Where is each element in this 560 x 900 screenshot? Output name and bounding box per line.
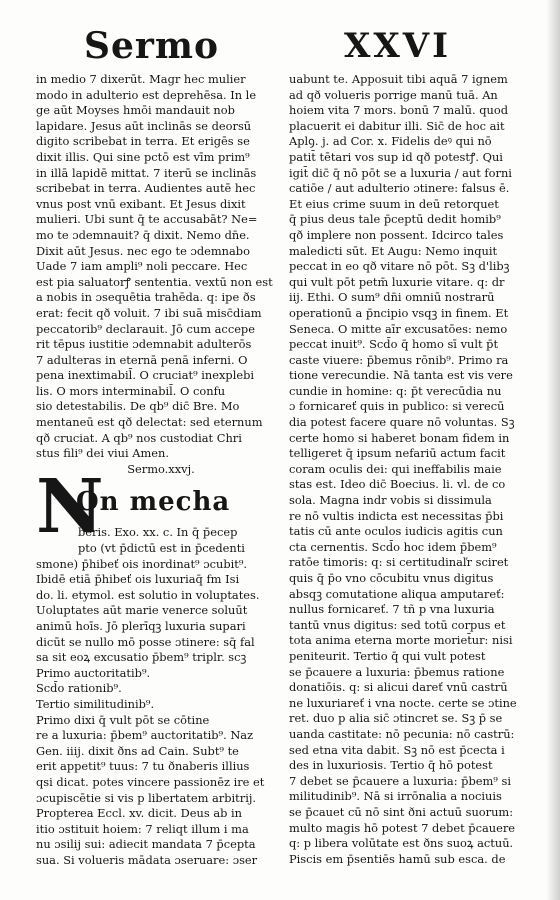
text-line: nu ɔsilij sui: adiecit mandata 7 p̄cepta <box>36 837 256 852</box>
text-line: tatis cū ante oculos iudicis agitis cun <box>289 524 503 539</box>
text-line: tantū vnus digitus: sed totū corpus et <box>289 617 506 632</box>
text-line: ne luxuriareť i vna nocte. certe se ɔtine <box>289 695 517 710</box>
text-line: qð implere non possent. Idcirco tales <box>289 227 504 242</box>
text-line: sua. Si volueris mādata ɔseruare: ɔser <box>36 852 258 867</box>
text-line: sa sit eoꝝ excusatio p̄bem⁹ triplr. scꝫ <box>36 650 247 665</box>
text-line: se p̄cauet cū nō sint ðni actuū suorum: <box>289 804 514 819</box>
left-column-text-b <box>36 525 286 868</box>
text-line: peccat inuit⁹. Scd̄o q̄ homo sī vult p̄t <box>289 337 499 352</box>
text-line: donatiōis. q: si alicui dareť vnū castrū <box>289 680 508 695</box>
text-line: igit̄ dic̄ q̄ nō pōt se a luxuria / aut forni <box>289 165 512 180</box>
text-line: in medio 7 dixerūt. Magr hec mulier <box>36 72 246 86</box>
text-line: iij. Ethi. O sum⁹ dn̄i omniū nostrarū <box>289 290 495 305</box>
text-line: do. li. etymol. est solutio in voluptates. <box>36 587 260 602</box>
text-line: rit tēpus iustitie ɔdemnabit adulterōs <box>36 337 252 352</box>
text-line: sola. Magna indr vobis si dissimula <box>289 493 492 508</box>
decorated-initial: N <box>36 464 104 550</box>
text-line: qð cruciat. A qb⁹ nos custodiat Chri <box>36 430 242 445</box>
text-line: se p̄cauere a luxuria: p̄bemus ratione <box>289 664 505 679</box>
text-line: Gen. iiij. dixit ðns ad Cain. Subt⁹ te <box>36 743 239 758</box>
text-line: dicūt se nullo mō posse ɔtinere: sq̄ fal <box>36 634 255 649</box>
text-line: cundie in homine: q: p̄t verecūdia nu <box>289 383 502 398</box>
text-line: scribebat in terra. Audientes autē hec <box>36 181 256 196</box>
text-line: 7 debet se p̄cauere a luxuria: p̄bem⁹ si <box>289 773 511 788</box>
text-line: Aplꝯ. j. ad Cor. x. Fidelis deꝰ qui nō <box>289 134 492 149</box>
text-line: Seneca. O mitte aīr excusatōes: nemo <box>289 321 508 336</box>
text-line: absqꝫ comutatione aliqua amputareť: <box>289 586 505 601</box>
text-line: sio detestabilis. De qb⁹ dic̄ Bre. Mo <box>36 399 240 414</box>
text-line: in illā lapidē mittat. 7 iterū se inclinās <box>36 165 257 180</box>
text-line: re nō vultis indicta est necessitas p̄bi <box>289 508 504 523</box>
text-line: peccatorib⁹ declarauit. Jō cum accepe <box>36 321 255 336</box>
left-column-text-a <box>36 72 286 462</box>
right-column <box>289 72 544 867</box>
text-line: q: p libera volūtate est ðns suoꝝ actuū. <box>289 836 514 851</box>
text-line: q̄ pius deus tale p̄ceptū dedit homib⁹ <box>289 212 501 227</box>
text-line: certe homo si haberet bonam fidem in <box>289 430 510 445</box>
text-line: operationū a p̄ncipio vsqꝫ in finem. Et <box>289 305 509 320</box>
text-line: pena inextimabil̄. O cruciat⁹ inexplebi <box>36 368 255 383</box>
text-line: hoiem vita 7 mors. bonū 7 malū. quod <box>289 103 509 118</box>
text-line: Piscis em p̄sentiēs hamū sub esca. de <box>289 851 506 866</box>
text-line: multo magis hō potest 7 debet p̄cauere <box>289 820 516 835</box>
text-line: coram oculis dei: qui ineffabilis maie <box>289 461 502 476</box>
text-line: sed etna vita dabit. Sꝫ nō est p̄cecta i <box>289 742 505 757</box>
text-line: lapidare. Jesus aūt inclinās se deorsū <box>36 118 252 133</box>
text-line: telligeret q̄ ipsum nefariū actum facit <box>289 446 506 461</box>
text-line: placuerit ei dabitur illi. Sic̄ de hoc ait <box>289 118 505 133</box>
text-line: lis. O mors interminabil̄. O confu <box>36 383 226 398</box>
text-line: Ibidē etiā p̄hibeť ois luxuriaq̄ fm Isi <box>36 572 240 587</box>
text-line: pto (vt p̄dictū est in p̄cedenti <box>78 541 245 556</box>
text-line: nullus fornicareť. 7 tñ p vna luxuria <box>289 602 495 617</box>
text-line: ɔcupiscētie si vis p libertatem arbitrij. <box>36 790 257 805</box>
text-line: quis q̄ p̄o vno cōcubitu vnus digitus <box>289 571 494 585</box>
text-line: digito scribebat in terra. Et erigēs se <box>36 134 250 149</box>
text-line: erit appetit⁹ tuus: 7 tu ðnaberis illius <box>36 759 250 774</box>
text-line: Primo dixi q̄ vult pōt se cōtine <box>36 712 210 727</box>
running-header-folio: XXVI <box>344 26 452 66</box>
text-line: mulieri. Ubi sunt q̄ te accusabāt? Ne= <box>36 212 258 227</box>
text-line: Uoluptates aūt marie venerce soluūt <box>36 603 248 618</box>
text-line: animū hoīs. Jō plerīqꝫ luxuria supari <box>36 619 246 633</box>
text-line: Primo auctoritatib⁹. <box>36 665 151 680</box>
text-line: 7 adulteras in eternā penā inferni. O <box>36 352 248 367</box>
text-line: peccat in eo qð vitare nō pōt. Sꝫ d'libꝫ <box>289 259 510 274</box>
sermon-title: On mecha <box>76 487 231 518</box>
text-line: catiōe / aut adulterio ɔtinere: falsus ē. <box>289 181 510 196</box>
text-line: mentaneū est qð delectat: sed eternum <box>36 415 263 430</box>
text-line: ratōe timoris: q: si certitudinaľr sciret <box>289 555 509 570</box>
text-line: Dixit aūt Jesus. nec ego te ɔdemnabo <box>36 243 250 258</box>
text-line: cta cernentis. Scd̄o hoc idem p̄bem⁹ <box>289 539 497 554</box>
text-line: qui vult pōt petm̄ luxurie vitare. q: dr <box>289 274 505 289</box>
text-line: est pia saluatorꝭ sententia. vextū non est <box>36 274 273 289</box>
text-line: stas est. Ideo dic̄ Boecius. li. vl. de co <box>289 477 506 492</box>
text-line: modo in adulterio est deprehēsa. In le <box>36 87 257 102</box>
text-line: Et eius crime suum in deū retorquet <box>289 196 499 211</box>
text-line: Scd̄o rationib⁹. <box>36 681 122 696</box>
text-line: itio ɔstituit hoiem: 7 reliqt illum i ma <box>36 821 249 836</box>
text-line: Tertio similitudinib⁹. <box>36 696 155 711</box>
text-line: vnus post vnū exibant. Et Jesus dixit <box>36 196 246 211</box>
text-line: ret. duo p alia sic̄ ɔtincret se. Sꝫ p̄ se <box>289 711 503 726</box>
text-line: maledicti sūt. Et Augu: Nemo inquit <box>289 243 498 258</box>
text-line: dixit illis. Qui sine pctō est vīm prim⁹ <box>36 149 250 164</box>
text-line: qsi dicat. potes vincere passionēz ire et <box>36 774 265 789</box>
text-line: erat: fecit qð voluit. 7 ibi suā misc̄diam <box>36 305 262 320</box>
text-line: smone) p̄hibeť ois inordinat⁹ ɔcubit⁹. <box>36 556 248 571</box>
running-header-left: Sermo <box>84 25 219 67</box>
text-line: mo te ɔdemnauit? q̄ dixit. Nemo dn̄e. <box>36 227 250 242</box>
text-line: stus fili⁹ dei viui Amen. <box>36 446 169 461</box>
text-line: peniteurit. Tertio q̄ qui vult potest <box>289 648 486 663</box>
text-line: militudinib⁹. Nā si irrōnalia a nociuis <box>289 789 502 804</box>
text-line: dia potest facere quare nō voluntas. Sꝫ <box>289 415 515 430</box>
right-column-text <box>289 72 544 867</box>
sermon-number-label: Sermo.xxvj. <box>127 461 195 476</box>
text-line: a nobis in ɔsequētia trahēda. q: ipe ðs <box>36 290 256 305</box>
text-line: Uade 7 iam ampli⁹ noli peccare. Hec <box>36 259 248 274</box>
text-line: tione verecundie. Nā tanta est vis vere <box>289 368 513 383</box>
page-edge-shadow <box>546 0 560 900</box>
text-line: ge aūt Moyses hmōi mandauit nob <box>36 103 235 118</box>
text-line: des in luxuriosis. Tertio q̄ hō potest <box>289 758 493 773</box>
text-line: tota anima eterna morte moriet̄ur: nisi <box>289 633 513 648</box>
text-line: Propterea Eccl. xv. dicit. Deus ab in <box>36 806 243 821</box>
text-line: ɔ fornicareť quis in publico: si verecū <box>289 399 505 414</box>
text-line: beris. Exo. xx. c. In q̄ p̄ecep <box>78 525 238 540</box>
text-line: uabunt te. Apposuit tibi aquā 7 ignem <box>289 72 508 86</box>
text-line: re a luxuria: p̄bem⁹ auctoritatib⁹. Naz <box>36 728 254 743</box>
text-line: patit̄ tētari vos sup id qð potestꝭ. Qui <box>289 149 503 164</box>
text-line: uanda castitate: nō pecunia: nō castrū: <box>289 726 515 741</box>
text-line: ad qð volueris porrige manū tuā. An <box>289 87 498 102</box>
text-line: caste viuere: p̄bemus rōnib⁹. Primo ra <box>289 352 509 367</box>
